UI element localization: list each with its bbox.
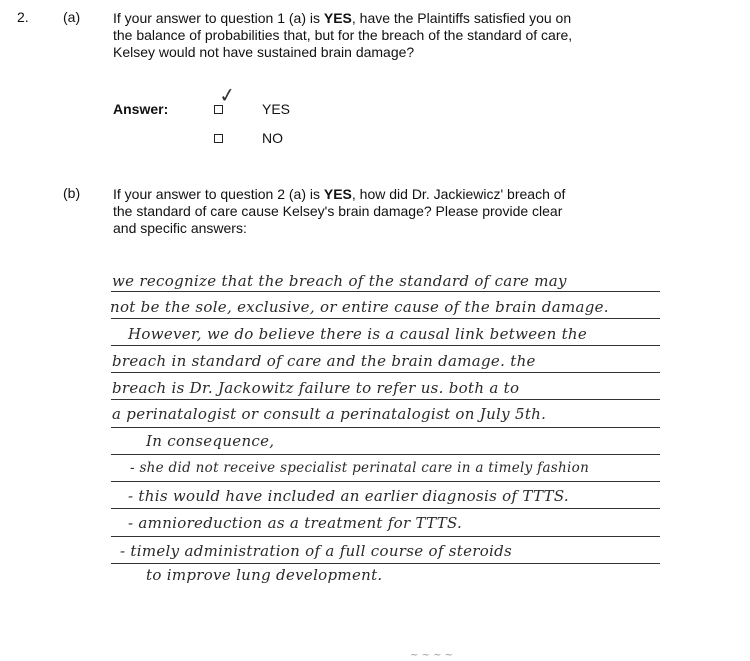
handwritten-line: - this would have included an earlier diagnosis of TTTS.: [128, 487, 569, 505]
handwritten-line: breach in standard of care and the brain damage. the: [112, 352, 536, 370]
handwritten-line: a perinatalogist or consult a perinatalogist on July 5th.: [112, 405, 547, 423]
answer-label: Answer:: [113, 101, 169, 117]
part-a-line-2: the balance of probabilities that, but for the breach of the standard of care,: [113, 27, 573, 43]
answer-rule: [111, 291, 660, 292]
part-a-line-1: If your answer to question 1 (a) is YES, have the Plaintiffs satisfied you on: [113, 10, 572, 26]
part-a-question: [113, 10, 713, 61]
handwritten-line: to improve lung development.: [146, 566, 383, 584]
answer-rule: [111, 372, 660, 373]
handwritten-line: - timely administration of a full course of steroids: [120, 542, 513, 560]
answer-rule: [111, 454, 660, 455]
part-b-line-1: If your answer to question 2 (a) is YES, how did Dr. Jackiewicz' breach of: [113, 186, 566, 202]
handwritten-line: not be the sole, exclusive, or entire cause of the brain damage.: [110, 298, 609, 316]
handwritten-line: However, we do believe there is a causal link between the: [128, 325, 588, 343]
answer-rule: [111, 536, 660, 537]
yes-option-label: YES: [262, 101, 291, 117]
handwritten-line: In consequence,: [146, 432, 275, 450]
part-a-label: (a): [63, 9, 81, 25]
question-number: 2.: [17, 9, 29, 25]
checkmark-icon: ✓: [217, 81, 238, 109]
part-b-label: (b): [63, 185, 81, 201]
answer-rule: [111, 318, 660, 319]
part-b-line-3: and specific answers:: [113, 220, 247, 236]
handwritten-line: - she did not receive specialist perinatal care in a timely fashion: [130, 460, 590, 476]
handwritten-line: breach is Dr. Jackowitz failure to refer us. both a to: [112, 379, 520, 397]
handwritten-line: - amnioreduction as a treatment for TTTS.: [128, 514, 463, 532]
answer-rule: [111, 345, 660, 346]
answer-rule: [111, 399, 660, 400]
no-option-label: NO: [262, 130, 283, 146]
part-b-line-2: the standard of care cause Kelsey's brain damage? Please provide clear: [113, 203, 563, 219]
part-b-question: [113, 186, 713, 237]
no-checkbox[interactable]: [214, 134, 223, 143]
answer-rule: [111, 563, 660, 564]
answer-rule: [111, 481, 660, 482]
footer-scrawl: ~ ~ ~ ~: [410, 650, 454, 661]
answer-rule: [111, 508, 660, 509]
part-a-line-3: Kelsey would not have sustained brain damage?: [113, 44, 415, 60]
answer-rule: [111, 427, 660, 428]
handwritten-line: we recognize that the breach of the standard of care may: [112, 272, 567, 290]
